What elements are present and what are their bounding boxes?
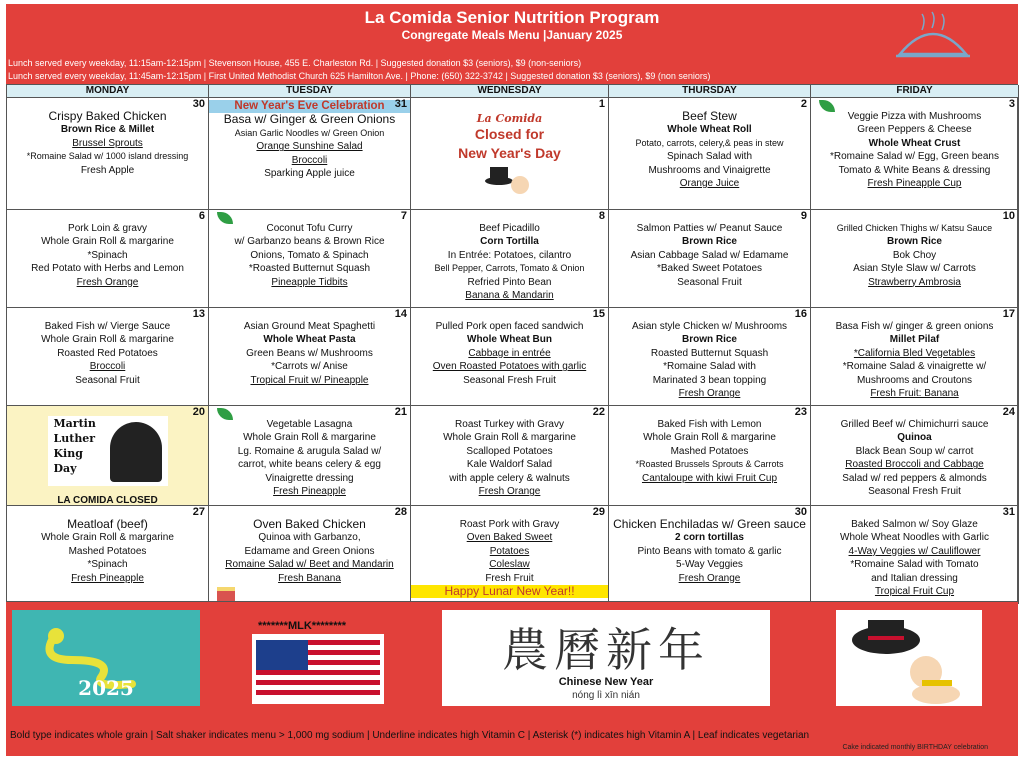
menu-item: Fresh Orange — [678, 388, 741, 400]
day-cell-15 — [411, 308, 609, 406]
menu-item: Scalloped Potatoes — [466, 445, 553, 457]
day-cell-20 — [7, 406, 209, 506]
menu-item: In Entrée: Potatoes, cilantro — [447, 249, 572, 261]
menu-item: *Roasted Brussels Sprouts & Carrots — [635, 459, 784, 470]
day-cell-29 — [411, 506, 609, 604]
menu-item: Roast Pork with Gravy — [459, 519, 560, 530]
day-number: 6 — [198, 210, 205, 222]
legend-band — [6, 714, 1018, 756]
day-header-thursday: THURSDAY — [609, 85, 811, 98]
menu-item: Whole Wheat Bun — [467, 334, 552, 346]
menu-item: and Italian dressing — [871, 572, 958, 584]
menu-item: Banana & Mandarin — [465, 290, 554, 302]
day-cell-31 — [209, 98, 411, 210]
menu-item: Green Beans w/ Mushrooms — [246, 347, 373, 359]
menu-item: Seasonal Fresh Fruit — [868, 486, 961, 498]
menu-item: *Roasted Butternut Squash — [248, 263, 371, 275]
day-number: 15 — [592, 308, 605, 320]
menu-item: Tropical Fruit Cup — [874, 586, 955, 598]
day-cell-30 — [609, 506, 811, 604]
menu-item: Bok Choy — [892, 249, 937, 261]
menu-item: Baked Salmon w/ Soy Glaze — [851, 519, 978, 530]
closed-notice: Closed for — [474, 126, 545, 143]
chinese-new-year-image — [442, 610, 770, 706]
menu-item: Brown Rice & Millet — [60, 124, 155, 136]
menu-item: Brussel Sprouts — [72, 137, 143, 149]
menu-item: Broccoli — [291, 154, 328, 166]
day-cell-1 — [411, 98, 609, 210]
menu-item: Oven Baked Sweet — [466, 532, 553, 544]
menu-item: Quinoa — [897, 432, 932, 444]
mlk-portrait-icon — [110, 422, 162, 482]
menu-item: Seasonal Fruit — [75, 374, 140, 386]
menu-item: Refried Pinto Bean — [467, 276, 552, 288]
menu-item: Coconut Tofu Curry — [266, 223, 353, 234]
menu-item: *Baked Sweet Potatoes — [656, 263, 763, 275]
menu-item: Fresh Orange — [76, 276, 139, 288]
day-number: 13 — [192, 308, 205, 320]
new-year-baby-icon — [480, 163, 540, 197]
day-cell-22 — [411, 406, 609, 506]
menu-item: Beef Picadillo — [479, 223, 540, 234]
menu-item: Brown Rice — [681, 334, 737, 346]
day-number: 30 — [794, 506, 807, 518]
menu-item: *California Bled Vegetables — [853, 347, 976, 359]
day-cell-23 — [609, 406, 811, 506]
menu-item: 2 corn tortillas — [675, 532, 744, 544]
day-number: 28 — [394, 506, 407, 518]
menu-item: Orange Juice — [679, 178, 740, 190]
menu-item: Whole Grain Roll & margarine — [643, 432, 776, 444]
closed-notice: New Year's Day — [458, 145, 561, 162]
menu-item: Oven Baked Chicken — [253, 517, 366, 531]
mlk-day-text: King — [53, 447, 83, 460]
menu-item: Whole Wheat Noodles with Garlic — [840, 532, 989, 544]
menu-item: Roasted Broccoli and Cabbage — [845, 459, 984, 471]
menu-item: Pineapple Tidbits — [271, 276, 348, 288]
menu-item: Roasted Red Potatoes — [57, 347, 158, 359]
mlk-day-text: Martin — [53, 417, 96, 430]
day-number: 10 — [1002, 210, 1015, 222]
menu-item: Kale Waldorf Salad — [466, 459, 553, 471]
menu-item: Vinaigrette dressing — [265, 472, 354, 484]
menu-item: Fresh Pineapple Cup — [867, 178, 962, 190]
menu-item: Whole Wheat Pasta — [263, 334, 356, 346]
day-number: 2 — [800, 98, 807, 110]
day-number: 17 — [1002, 308, 1015, 320]
day-number: 30 — [192, 98, 205, 110]
day-number: 29 — [592, 506, 605, 518]
day-number: 24 — [1002, 406, 1015, 418]
menu-item: Whole Wheat Crust — [868, 137, 961, 149]
day-header-tuesday: TUESDAY — [209, 85, 411, 98]
menu-item: Baked Fish w/ Vierge Sauce — [44, 321, 171, 332]
menu-item: Broccoli — [89, 361, 126, 373]
day-number: 21 — [394, 406, 407, 418]
day-number: 3 — [1008, 98, 1015, 110]
day-cell-16 — [609, 308, 811, 406]
page-title: La Comida Senior Nutrition Program — [364, 8, 660, 27]
menu-item: Black Bean Soup w/ carrot — [855, 445, 974, 457]
menu-item: Mushrooms and Croutons — [856, 374, 973, 386]
menu-item: Potato, carrots, celery,& peas in stew — [635, 137, 784, 148]
menu-item: Oven Roasted Potatoes with garlic — [432, 361, 587, 373]
menu-item: Onions, Tomato & Spinach — [250, 249, 369, 261]
day-cell-7 — [209, 210, 411, 308]
day-cell-6 — [7, 210, 209, 308]
day-cell-31 — [811, 506, 1019, 604]
menu-item: Roasted Butternut Squash — [650, 347, 769, 359]
menu-item: Corn Tortilla — [480, 236, 539, 248]
day-number: 31 — [394, 98, 407, 110]
menu-item: Whole Grain Roll & margarine — [443, 432, 576, 444]
lunar-new-year-banner: Happy Lunar New Year!! — [411, 585, 608, 598]
celebration-banner: New Year's Eve Celebration — [209, 100, 410, 113]
menu-item: Tomato & White Beans & dressing — [838, 164, 991, 176]
menu-item: Mushrooms and Vinaigrette — [648, 164, 771, 176]
menu-item: Edamame and Green Onions — [244, 545, 375, 557]
menu-item: Pulled Pork open faced sandwich — [435, 321, 584, 332]
menu-item: Veggie Pizza with Mushrooms — [847, 111, 982, 122]
page-subtitle: Congregate Meals Menu |January 2025 — [401, 28, 623, 42]
menu-item: *Carrots w/ Anise — [271, 361, 348, 373]
menu-item: *Romaine Salad & vinaigrette w/ — [842, 361, 987, 373]
menu-item: Salmon Patties w/ Peanut Sauce — [636, 223, 783, 234]
mlk-day-text: Luther — [53, 432, 96, 445]
mlk-day-image — [48, 416, 168, 486]
menu-item: Orange Sunshine Salad — [256, 141, 363, 153]
menu-item: Asian Garlic Noodles w/ Green Onion — [234, 127, 385, 138]
menu-item: *Romaine Salad w/ Egg, Green beans — [830, 151, 999, 163]
menu-item: carrot, white beans celery & egg — [238, 459, 381, 471]
day-cell-28 — [209, 506, 411, 604]
day-number: 22 — [592, 406, 605, 418]
menu-item: Fresh Pineapple — [71, 572, 144, 584]
menu-item: Seasonal Fresh Fruit — [463, 374, 556, 386]
menu-item: Mashed Potatoes — [68, 545, 147, 557]
new-year-baby-image — [836, 610, 982, 706]
menu-item: Brown Rice — [681, 236, 737, 248]
day-cell-14 — [209, 308, 411, 406]
day-cell-27 — [7, 506, 209, 604]
day-cell-9 — [609, 210, 811, 308]
day-cell-24 — [811, 406, 1019, 506]
day-cell-30 — [7, 98, 209, 210]
menu-item: Roast Turkey with Gravy — [455, 419, 564, 430]
day-number: 1 — [598, 98, 605, 110]
menu-item: Potatoes — [489, 545, 530, 557]
menu-item: Tropical Fruit w/ Pineapple — [250, 374, 369, 386]
menu-item: Whole Grain Roll & margarine — [41, 236, 174, 248]
menu-item: Sparking Apple juice — [264, 168, 355, 180]
menu-item: Brown Rice — [886, 236, 942, 248]
menu-item: Chicken Enchiladas w/ Green sauce — [613, 517, 806, 531]
day-cell-3 — [811, 98, 1019, 210]
menu-item: Fresh Apple — [80, 164, 135, 176]
mlk-day-text: Day — [53, 462, 77, 475]
menu-item: Fresh Fruit — [485, 572, 534, 584]
day-header-wednesday: WEDNESDAY — [411, 85, 609, 98]
menu-item: Quinoa with Garbanzo, — [258, 532, 361, 544]
menu-item: Romaine Salad w/ Beet and Mandarin — [225, 559, 394, 571]
la-comida-logo-text: La Comida — [476, 112, 543, 125]
menu-item: Mashed Potatoes — [670, 445, 749, 457]
year-label: 2025 — [78, 676, 134, 700]
menu-item: Basa Fish w/ ginger & green onions — [835, 321, 994, 332]
menu-item: Fresh Fruit: Banana — [870, 388, 959, 400]
menu-item: Lg. Romaine & arugula Salad w/ — [237, 445, 382, 457]
closed-notice: LA COMIDA CLOSED — [57, 495, 158, 506]
menu-item: with apple celery & walnuts — [449, 472, 570, 484]
day-number: 14 — [394, 308, 407, 320]
day-header-monday: MONDAY — [7, 85, 209, 98]
menu-item: *Romaine Salad with Tomato — [850, 559, 979, 571]
menu-calendar-grid — [6, 84, 1018, 602]
menu-item: Asian style Chicken w/ Mushrooms — [631, 321, 788, 332]
day-cell-13 — [7, 308, 209, 406]
menu-item: Whole Grain Roll & margarine — [41, 334, 174, 346]
menu-item: Grilled Beef w/ Chimichurri sauce — [840, 419, 989, 430]
service-info-line-2: Lunch served every weekday, 11:45am-12:15pm | First United Methodist Church 625 Hamilton Ave. | Phone: (650) 322-3742 | Suggested donation $3 (seniors), $9 (non seniors) — [8, 71, 711, 81]
menu-item: Fresh Pineapple — [273, 486, 346, 498]
menu-item: Millet Pilaf — [889, 334, 940, 346]
menu-item: *Romaine Salad w/ 1000 island dressing — [26, 151, 189, 162]
menu-item: *Romaine Salad with — [663, 361, 756, 373]
menu-item: Crispy Baked Chicken — [48, 109, 167, 123]
menu-item: *Spinach — [87, 249, 128, 261]
menu-item: Bell Pepper, Carrots, Tomato & Onion — [434, 263, 585, 274]
menu-item: Basa w/ Ginger & Green Onions — [223, 112, 396, 127]
new-year-baby-icon — [836, 610, 982, 706]
day-cell-17 — [811, 308, 1019, 406]
menu-legend: Bold type indicates whole grain | Salt shaker indicates menu > 1,000 mg sodium | Underline indicates high Vitamin C | Asterisk (*) indicates high Vitamin A | Leaf indicates vegetarian — [10, 730, 810, 741]
menu-item: Cantaloupe with kiwi Fruit Cup — [641, 472, 778, 484]
day-cell-10 — [811, 210, 1019, 308]
day-number: 27 — [192, 506, 205, 518]
serving-cloche-icon — [892, 10, 974, 70]
menu-item: Green Peppers & Cheese — [857, 124, 972, 136]
menu-item: Strawberry Ambrosia — [868, 276, 961, 288]
day-cell-2 — [609, 98, 811, 210]
chinese-characters: 農曆新年 — [502, 623, 710, 677]
day-number: 23 — [794, 406, 807, 418]
american-flag-image — [252, 634, 384, 704]
menu-item: Asian Style Slaw w/ Carrots — [853, 263, 976, 275]
menu-item: Pork Loin & gravy — [68, 223, 147, 234]
day-number: 7 — [400, 210, 407, 222]
menu-item: Beef Stew — [682, 109, 737, 123]
menu-item: 4-Way Veggies w/ Cauliflower — [848, 545, 981, 557]
menu-item: Fresh Orange — [478, 486, 541, 498]
menu-item: w/ Garbanzo beans & Brown Rice — [234, 236, 385, 248]
day-number: 9 — [800, 210, 807, 222]
menu-item: Baked Fish with Lemon — [657, 419, 762, 430]
menu-item: Whole Wheat Roll — [667, 124, 752, 136]
menu-item: Coleslaw — [489, 559, 530, 571]
menu-item: Fresh Banana — [278, 572, 341, 584]
chinese-new-year-label: Chinese New Year — [558, 676, 654, 688]
year-of-snake-image — [12, 610, 200, 706]
menu-item: Grilled Chicken Thighs w/ Katsu Sauce — [836, 223, 993, 233]
menu-item: Fresh Orange — [678, 572, 741, 584]
day-number: 31 — [1002, 506, 1015, 518]
menu-item: Cabbage in entrée — [468, 347, 551, 359]
day-cell-21 — [209, 406, 411, 506]
menu-item: Whole Grain Roll & margarine — [243, 432, 376, 444]
day-number: 8 — [598, 210, 605, 222]
menu-item: Vegetable Lasagna — [266, 419, 353, 430]
cake-note: Cake indicated monthly BIRTHDAY celebration — [842, 744, 988, 751]
menu-item: 5-Way Veggies — [676, 559, 743, 571]
day-number: 16 — [794, 308, 807, 320]
day-number: 20 — [192, 406, 205, 418]
menu-item: Asian Ground Meat Spaghetti — [243, 321, 376, 332]
menu-item: Seasonal Fruit — [677, 276, 742, 288]
menu-item: *Spinach — [87, 559, 128, 571]
american-flag-icon — [252, 634, 384, 704]
menu-item: Meatloaf (beef) — [67, 517, 148, 531]
menu-item: Red Potato with Herbs and Lemon — [31, 263, 184, 275]
menu-item: Spinach Salad with — [666, 151, 753, 163]
menu-item: Pinto Beans with tomato & garlic — [637, 545, 782, 557]
menu-item: Salad w/ red peppers & almonds — [842, 472, 987, 484]
mlk-label: *******MLK******** — [258, 620, 347, 632]
menu-item: Asian Cabbage Salad w/ Edamame — [630, 249, 789, 261]
day-header-friday: FRIDAY — [811, 85, 1019, 98]
footer-image-band — [6, 602, 1018, 714]
service-info-line-1: Lunch served every weekday, 11:15am-12:15pm | Stevenson House, 455 E. Charleston Rd. | Suggested donation $3 (seniors), $9 (non-seniors) — [8, 58, 582, 68]
chinese-pinyin: nóng lì xīn nián — [572, 690, 640, 701]
day-cell-8 — [411, 210, 609, 308]
birthday-cake-icon — [217, 587, 235, 601]
menu-item: Marinated 3 bean topping — [652, 374, 767, 386]
menu-item: Whole Grain Roll & margarine — [41, 532, 174, 544]
